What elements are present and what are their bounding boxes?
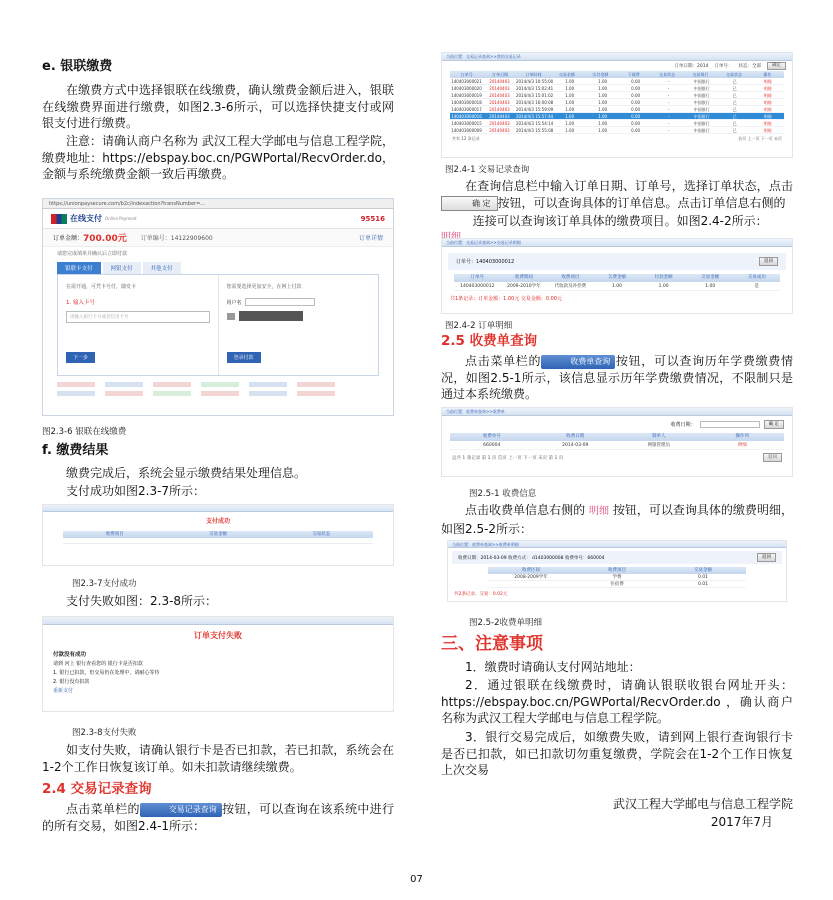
password-input[interactable]	[239, 311, 303, 321]
logo-subtext: Online Payment	[105, 216, 137, 221]
fail-intro-line: 支付失败如图：2.3-8所示：	[66, 594, 218, 608]
table-cell: 2014-03-09	[562, 443, 589, 448]
receipt-date-input[interactable]	[700, 421, 760, 428]
note-2: 2．通过银联在线缴费时，请确认银联收银台网址开头：https://ebspay.boc.cn/PGWPortal/RecvOrder.do ，确认商户名称为武汉工程大学邮电与信息工程学院。	[441, 678, 793, 725]
table-cell: 0.00	[631, 100, 641, 105]
table-header	[450, 433, 784, 441]
column-header: 收费单号	[482, 434, 501, 439]
table-cell: 已	[732, 114, 737, 119]
table-cell: 140403000021	[451, 79, 482, 84]
bank-logo-icon[interactable]	[153, 391, 191, 396]
table-cell: 2014/4/3 15:59:09	[515, 107, 554, 112]
table-cell: 140403000015	[451, 121, 482, 126]
note-1: 1．缴费时请确认支付网站地址：	[465, 660, 641, 674]
breadcrumb: 当前位置：交易记录查询>>我的交易记录	[442, 53, 792, 61]
table-cell: 1.00	[598, 93, 608, 98]
table-cell[interactable]: 明细	[763, 128, 772, 133]
table-cell: 2008-2009学年	[514, 575, 548, 580]
receipt-query-button[interactable]: 收费单查询	[541, 355, 615, 369]
amount-value: 700.00元	[83, 234, 127, 244]
table-cell[interactable]: 明细	[763, 93, 772, 98]
table-row	[450, 441, 784, 450]
bank-logo-icon[interactable]	[297, 382, 335, 387]
column-header: 交易银行	[692, 72, 709, 77]
confirm-button-inline[interactable]: 确 定	[441, 196, 498, 211]
bank-logo-icon[interactable]	[153, 382, 191, 387]
table-cell: 网银管理员	[647, 443, 670, 448]
table-cell: 1.00	[565, 107, 575, 112]
table-cell: 2014/4/3 15:54:14	[515, 121, 554, 126]
section-e-paragraph-2: 注意：请确认商户名称为 武汉工程大学邮电与信息工程学院，缴费地址：https://ebspay.boc.cn/PGWPortal/RecvOrder.do，金额与系统缴费金额一致后再缴费。	[42, 134, 394, 181]
column-header: 交易金额	[694, 568, 712, 573]
table-cell: 1.00	[598, 128, 608, 133]
table-cell: -	[667, 121, 670, 126]
text-251-before: 点击收费单信息右侧的	[465, 503, 586, 517]
figure-251-caption: 图2.5-1 收费信息	[469, 489, 537, 499]
table-cell[interactable]: 明细	[763, 107, 772, 112]
table-cell: 20140403	[489, 114, 510, 119]
receipt-pager[interactable]: 总共 1 条记录 第 1 页 首页 上一页 下一页 末页 第 1 页	[452, 455, 564, 461]
text-25-after: 按钮，可以查询历年学费缴费情况，如图2.5-1所示，该信息显示历年学费缴费情况，不限制只是通过本系统缴费。	[441, 354, 793, 401]
col-trade-state: 交易状态	[312, 532, 331, 537]
table-row[interactable]	[450, 92, 784, 99]
table-cell: 已	[732, 100, 737, 105]
column-header: 操作列	[735, 434, 749, 439]
table-cell: 0.00	[631, 107, 641, 112]
bank-logo-icon[interactable]	[57, 391, 95, 396]
tab-ebank[interactable]: 网银支付	[103, 262, 141, 274]
back-button[interactable]: 返回	[757, 553, 776, 562]
column-header: 欠费金额	[608, 275, 627, 280]
column-header: 收费区间	[522, 568, 540, 573]
back-button[interactable]: 返回	[763, 453, 782, 462]
table-row	[488, 574, 746, 581]
trade-record-query-button[interactable]: 交易记录查询	[140, 803, 222, 817]
table-cell: 20140403	[489, 86, 510, 91]
table-cell: 2009-2010学年	[507, 284, 541, 289]
table-cell: 20140403	[489, 121, 510, 126]
column-header: 订单号	[470, 275, 485, 280]
table-cell: 20140403	[489, 128, 510, 133]
table-cell: 是	[754, 284, 759, 289]
table-cell: 中国银行	[693, 100, 710, 105]
amount-label: 订单金额：	[53, 235, 84, 242]
failure-line-3: 2. 银行没有扣款	[53, 679, 90, 685]
card-number-input[interactable]: 请输入银行卡号或者信用卡号	[66, 311, 210, 323]
figure-236-caption: 图2.3-6 银联在线缴费	[42, 427, 127, 437]
column-header: 收费项目	[561, 275, 580, 280]
section-3-title: 三、注意事项	[441, 634, 543, 654]
table-row[interactable]	[450, 120, 784, 127]
table-cell: 1.00	[565, 114, 575, 119]
bank-logo-icon[interactable]	[249, 382, 287, 387]
section-25-paragraph	[441, 353, 793, 403]
note-3: 3．银行交易完成后，如缴费失败，请到网上银行查询银行卡是否已扣款，如已扣款切勿重复缴费，学院会在1-2个工作日恢复上次交易	[441, 730, 793, 777]
table-row[interactable]	[450, 106, 784, 113]
table-pager[interactable]: 首页 上一页 下一页 末页	[738, 136, 782, 141]
table-cell: 1.00	[705, 284, 716, 289]
table-row	[488, 581, 746, 588]
username-label: 用户名	[226, 299, 242, 306]
figure-receipt-detail	[447, 540, 787, 602]
column-header: 实付金额	[592, 72, 609, 77]
table-row	[454, 282, 780, 291]
column-header: 订单时间	[525, 72, 542, 77]
table-cell: 2014/4/3 15:02:41	[515, 86, 554, 91]
table-cell: 140403000012	[460, 284, 495, 289]
column-header: 收费日期	[566, 434, 585, 439]
text-241-after: 按钮，可以查询具体的订单信息。点击订单信息右侧的	[497, 195, 786, 210]
table-row[interactable]	[450, 127, 784, 134]
receipt-date-label: 收费日期：	[670, 422, 696, 428]
table-cell: -	[667, 100, 670, 105]
column-header: 制单人	[652, 434, 666, 439]
section-e-paragraph-1: 在缴费方式中选择银联在线缴费，确认缴费金额后进入，银联在线缴费界面进行缴费，如图2.3-6所示，可以选择快捷支付或网银支付进行缴费。	[42, 83, 394, 130]
section-241-paragraph	[441, 178, 793, 211]
failure-title: 订单支付失败	[194, 631, 242, 640]
table-cell: 140403000017	[451, 107, 482, 112]
figure-238-caption: 图2.3-8支付失败	[72, 728, 137, 738]
figure-237-caption: 图2.3-7支付成功	[72, 579, 137, 589]
table-cell: 中国银行	[693, 79, 710, 84]
back-button[interactable]: 返回	[759, 257, 778, 266]
success-title: 支付成功	[205, 518, 230, 525]
table-cell: 已	[732, 93, 737, 98]
figure-unionpay-screenshot	[42, 198, 394, 416]
step-enter-card: 1. 输入卡号	[66, 300, 95, 306]
table-cell: 1.00	[598, 121, 608, 126]
login-pay-hint: 您需要选择更加安全，在网上付款	[226, 284, 302, 290]
table-cell: 20140403	[489, 79, 510, 84]
table-cell: 0.00	[631, 93, 641, 98]
column-header: 交易金额	[701, 275, 720, 280]
query-button[interactable]: 确 定	[764, 420, 784, 429]
table-cell: 1.00	[598, 86, 608, 91]
table-cell: 学费	[612, 575, 622, 580]
next-step-button[interactable]: 下一步	[66, 352, 95, 363]
table-cell: 1.00	[565, 128, 575, 133]
table-cell: 1.00	[598, 114, 608, 119]
table-row[interactable]	[450, 85, 784, 92]
table-cell: 140403000016	[451, 114, 482, 119]
quick-pay-hint: 在需开通，可凭卡号付，随发卡	[66, 284, 137, 290]
bank-logo-icon[interactable]	[57, 382, 95, 387]
table-cell: 140403000020	[451, 86, 482, 91]
table-cell: 140403000009	[451, 128, 482, 133]
table-cell: -	[667, 114, 670, 119]
figure-receipt-info	[441, 407, 793, 477]
table-cell: 1.00	[565, 93, 575, 98]
table-footer: 共有 12 条记录	[452, 136, 480, 141]
breadcrumb: 当前位置：收费单查询>>收费单明细	[448, 541, 786, 548]
table-cell: 0.01	[697, 575, 709, 580]
tab-unionpay-card[interactable]: 银联卡支付	[57, 262, 101, 274]
table-cell: -	[667, 107, 670, 112]
table-header	[488, 567, 746, 574]
table-cell: 2014/4/3 16:00:08	[515, 100, 554, 105]
table-cell: 660004	[483, 443, 501, 448]
table-cell[interactable]: 明细	[737, 443, 747, 448]
column-header: 付款金额	[654, 275, 673, 280]
figure-252-caption: 图2.5-2收费单明细	[469, 618, 542, 628]
column-header: 交易金额	[558, 72, 575, 77]
table-cell: 0.00	[631, 79, 641, 84]
table-cell: 1.00	[598, 107, 608, 112]
table-row[interactable]	[450, 99, 784, 106]
order-detail-link[interactable]: 订单详情	[358, 235, 383, 242]
breadcrumb: 当前位置：收费单查询>>收费单	[442, 408, 792, 416]
section-e-title: e. 银联缴费	[42, 59, 113, 74]
table-cell: 140403000018	[451, 100, 482, 105]
failure-head: 付款没有成功	[53, 652, 87, 658]
page-number: 07	[410, 874, 423, 885]
order-summary: 共1条记录；订单金额：1.00元 交易金额：0.00元	[450, 296, 563, 302]
column-header: 收费项目	[608, 568, 626, 573]
receipt-info-line: 收费日期：2014-03-09 收费方式： d1403000008 收费单号：660004	[458, 555, 605, 561]
section-f-paragraph-2: 支付成功如图2.3-7所示：	[66, 484, 206, 498]
figure-payment-success	[42, 504, 394, 566]
bank-logo-icon[interactable]	[105, 391, 143, 396]
detail-link-inline[interactable]: 明细	[588, 506, 609, 517]
table-row[interactable]	[450, 113, 784, 120]
table-cell: 1.00	[565, 121, 575, 126]
order-number: 订单编号：14122909600	[140, 235, 213, 242]
table-cell	[488, 581, 574, 587]
table-cell: 中国银行	[693, 93, 710, 98]
table-cell[interactable]: 明细	[763, 86, 772, 91]
table-cell: 1.00	[598, 100, 608, 105]
table-cell: 20140403	[489, 107, 510, 112]
column-header: 操作	[763, 72, 772, 77]
section-24-text-after: 按钮，可以查询在该系统中进行的所有交易，如图2.4-1所示：	[42, 802, 394, 833]
payment-notice: 请您完成填单并确认后立即付款	[57, 251, 128, 257]
table-cell: 已	[732, 121, 737, 126]
table-cell: 1.00	[612, 284, 623, 289]
lock-icon	[227, 313, 235, 320]
bank-logo-icon[interactable]	[105, 382, 143, 387]
filter-state[interactable]: 状态：全部	[738, 64, 761, 69]
figure-242-caption: 图2.4-2 订单明细	[445, 321, 513, 331]
failure-line-1: 请到 河上 银行查看您的 银行卡是否扣款	[53, 661, 143, 667]
failure-line-2: 1. 银行已扣款，但交易仍在处理中，请耐心等待	[53, 670, 160, 676]
section-241-line-2: 连接可以查询该订单具体的缴费项目。如图2.4-2所示：	[472, 214, 768, 228]
table-cell: 2014/4/3 10:55:00	[515, 79, 554, 84]
table-cell: 已	[732, 128, 737, 133]
table-cell[interactable]: 明细	[763, 114, 772, 119]
login-pay-button[interactable]: 登录付款	[227, 352, 261, 363]
repay-link[interactable]: 重新支付	[53, 688, 74, 694]
receipt-detail-body	[488, 574, 746, 588]
table-cell: 已	[732, 107, 737, 112]
table-cell: 代收款及补偿费	[554, 284, 587, 289]
table-cell: 中国银行	[693, 128, 710, 133]
table-cell[interactable]: 明细	[763, 100, 772, 105]
trade-table-body	[450, 78, 784, 134]
table-cell: 1.00	[658, 284, 669, 289]
receipt-summary: 共2条记录；交易：0.02元	[454, 592, 508, 597]
figure-trade-records	[441, 52, 793, 158]
table-cell: -	[667, 93, 670, 98]
username-input[interactable]	[245, 298, 315, 306]
tab-other[interactable]: 其他支付	[143, 262, 181, 274]
table-cell: 2014/4/3 15:55:08	[515, 128, 554, 133]
bank-logo-icon[interactable]	[201, 382, 239, 387]
col-charge-item: 收费项目	[105, 532, 124, 537]
text-241-before: 在查询信息栏中输入订单日期、订单号，选择订单状态，点击	[465, 179, 793, 193]
unionpay-logo-icon	[51, 214, 67, 224]
table-cell[interactable]: 明细	[763, 121, 772, 126]
order-number-line: 订单号：140403000012	[456, 259, 515, 265]
table-cell: 0.00	[631, 128, 641, 133]
table-cell: -	[667, 86, 670, 91]
bank-logo-grid	[57, 382, 379, 396]
filter-date[interactable]: 订单日期：2014	[674, 64, 709, 69]
col-trade-amount: 交易金额	[208, 532, 227, 537]
signature-institution: 武汉工程大学邮电与信息工程学院	[612, 797, 793, 811]
section-24-text-before: 点击菜单栏的	[66, 802, 140, 816]
section-251-paragraph	[441, 502, 793, 537]
table-cell: -	[667, 79, 670, 84]
table-header	[454, 274, 780, 282]
section-f-paragraph-1: 缴费完成后，系统会显示缴费结果处理信息。	[66, 466, 307, 480]
table-cell[interactable]: 明细	[763, 79, 772, 84]
table-cell: 20140403	[489, 100, 510, 105]
figure-order-detail	[441, 238, 793, 314]
table-cell: 中国银行	[693, 107, 710, 112]
table-cell: -	[667, 128, 670, 133]
text-251-after: 按钮，可以查询具体的缴费明细，如图2.5-2所示：	[441, 503, 793, 536]
table-cell: 0.00	[631, 114, 641, 119]
table-cell: 1.00	[565, 100, 575, 105]
column-header: 交易状态	[725, 72, 742, 77]
table-cell: 已	[732, 79, 737, 84]
table-cell: 0.00	[631, 86, 641, 91]
table-cell: 1.00	[565, 79, 575, 84]
text-25-before: 点击菜单栏的	[465, 354, 542, 368]
table-cell: 1.00	[565, 86, 575, 91]
figure-241-caption: 图2.4-1 交易记录查询	[445, 165, 530, 175]
table-cell: 住宿费	[610, 582, 624, 587]
section-24-title: 2.4 交易记录查询	[42, 781, 152, 797]
table-cell: 中国银行	[693, 121, 710, 126]
table-cell: 中国银行	[693, 114, 710, 119]
column-header: 收费期间	[514, 275, 533, 280]
table-cell: 140403000019	[451, 93, 482, 98]
query-button[interactable]: 确定	[767, 62, 786, 70]
table-cell: 2014/4/3 15:57:44	[515, 114, 554, 119]
column-header: 交易成功	[747, 275, 766, 280]
column-header: 订单号	[460, 72, 473, 77]
breadcrumb: 当前位置：交易记录查询>>交易记录明细	[442, 239, 792, 247]
filter-order-no[interactable]: 订单号：	[714, 64, 733, 69]
column-header: 交易状态	[659, 72, 676, 77]
section-24-paragraph	[42, 801, 394, 834]
table-cell: 0.01	[697, 582, 709, 587]
browser-url-bar: https://unionpaysecure.com/b2c/indexaction?transNumber=...	[43, 199, 393, 209]
bank-logo-icon[interactable]	[201, 391, 239, 396]
column-header: 下载费	[627, 72, 640, 77]
logo-text: 在线支付	[70, 214, 102, 223]
column-header: 订单日期	[492, 72, 509, 77]
bank-logo-icon[interactable]	[249, 391, 287, 396]
table-header	[450, 71, 784, 78]
hotline: 95516	[360, 214, 385, 223]
signature-date: 2017年7月	[710, 815, 773, 829]
table-cell: 2014/4/3 15:01:02	[515, 93, 554, 98]
section-f-title: f. 缴费结果	[42, 443, 109, 458]
figure-payment-failure	[42, 616, 394, 712]
table-row[interactable]	[450, 78, 784, 85]
bank-logo-icon[interactable]	[297, 391, 335, 396]
table-cell: 已	[732, 86, 737, 91]
table-cell: 20140403	[489, 93, 510, 98]
table-cell: 1.00	[598, 79, 608, 84]
section-25-title: 2.5 收费单查询	[441, 333, 538, 349]
table-cell: 中国银行	[693, 86, 710, 91]
table-cell: 0.00	[631, 121, 641, 126]
fail-paragraph: 如支付失败，请确认银行卡是否已扣款，若已扣款，系统会在1-2个工作日恢复该订单。如未扣款请继续缴费。	[42, 743, 394, 774]
